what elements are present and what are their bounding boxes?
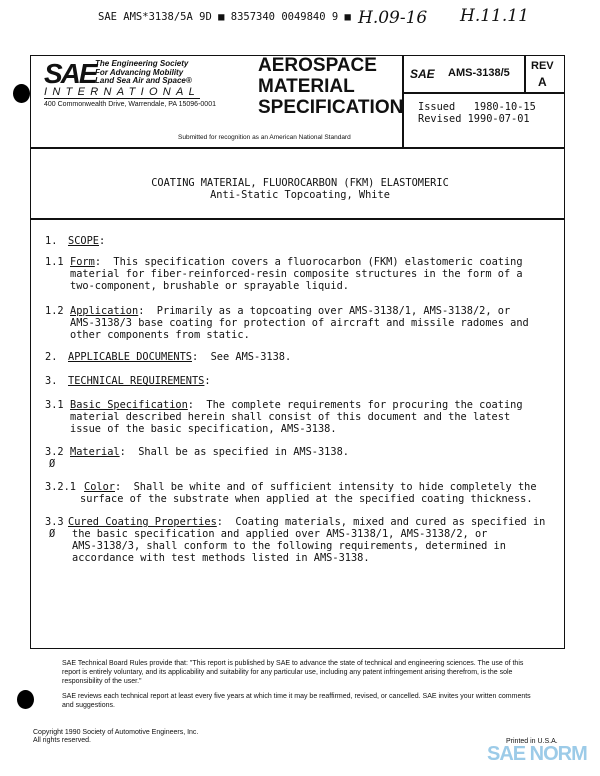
title-line: SPECIFICATION [258, 97, 404, 118]
section-line: surface of the substrate when applied at the specified coating thickness. [80, 493, 533, 505]
punch-hole [17, 690, 34, 709]
title-line: AEROSPACE [258, 55, 377, 76]
tagline-line: For Advancing Mobility [95, 67, 184, 77]
section-line: AMS-3138/3 base coating for protection of aircraft and missile radomes and [70, 317, 529, 329]
section-text: : The complete requirements for procuring the coating [187, 399, 523, 411]
document-subtitle: Anti-Static Topcoating, White [210, 189, 390, 201]
section-line: accordance with test methods listed in AMS-3138. [72, 552, 370, 564]
section-number: 3.2 [45, 446, 64, 458]
section-line [68, 516, 545, 528]
printed-in: Printed in U.S.A. [506, 738, 558, 745]
section-number: 1.2 [45, 305, 64, 317]
document-type-title [258, 55, 403, 118]
handwritten-note-1: H.09-16 [358, 8, 428, 28]
revision-mark: Ø [49, 528, 56, 540]
section-text: : Coating materials, mixed and cured as specified in [216, 516, 546, 528]
tagline-line: Land Sea Air and Space® [95, 76, 192, 85]
section-number: 3.2.1 [45, 481, 76, 493]
copyright [33, 729, 198, 745]
section-line: other components from static. [70, 329, 250, 341]
tagline-line: The Engineering Society [95, 59, 189, 68]
section-line: material described herein shall consist of this document and the latest [70, 411, 511, 423]
section-number: 1. [45, 235, 58, 247]
section-line [70, 305, 510, 317]
revision-mark: Ø [49, 458, 56, 470]
section-line [84, 481, 537, 493]
submitted-note: Submitted for recognition as an American National Standard [178, 134, 351, 141]
section-text: : [99, 235, 106, 247]
section-line: material for fiber-reinforced-resin composite structures in the form of a [70, 268, 523, 280]
section-line [68, 235, 105, 247]
punch-hole [13, 84, 30, 103]
sae-small-logo: SAE [410, 67, 435, 81]
board-rules-note: SAE Technical Board Rules provide that: "This report is published by SAE to advance the state of technical and engineering sciences. The use of this report is entirely voluntary, and its applicability and suitability for any particular use, including any patent infringement arising therefrom, is the sole responsibility of the user." [62, 660, 524, 685]
section-heading: SCOPE [68, 235, 99, 247]
section-text: : [204, 375, 211, 387]
section-line [68, 375, 211, 387]
sae-logo: SAE [44, 58, 96, 89]
rev-value: A [538, 75, 547, 89]
section-heading: Basic Specification [70, 399, 188, 411]
section-heading: Cured Coating Properties [68, 516, 217, 528]
copyright-line: Copyright 1990 Society of Automotive Engineers, Inc. [33, 729, 199, 736]
sae-norm-watermark: SAE NORM [487, 743, 587, 765]
document-code: SAE AMS*3138/5A 9D ■ 8357340 0049840 9 ■ [98, 11, 351, 23]
title-line: MATERIAL [258, 76, 355, 97]
review-note: SAE reviews each technical report at least every five years at which time it may be reaffirmed, revised, or cancelled. SAE invites your written comments and suggestions. [62, 693, 531, 709]
section-number: 2. [45, 351, 58, 363]
international-label: INTERNATIONAL [44, 86, 201, 98]
section-heading: APPLICABLE DOCUMENTS [68, 351, 192, 363]
document-title: COATING MATERIAL, FLUOROCARBON (FKM) ELASTOMERIC [151, 177, 449, 189]
section-heading: Form [70, 256, 95, 268]
section-heading: TECHNICAL REQUIREMENTS [68, 375, 205, 387]
section-number: 3. [45, 375, 58, 387]
section-line [70, 399, 523, 411]
section-line [70, 256, 523, 268]
revised-date: Revised 1990-07-01 [418, 113, 530, 125]
section-number: 1.1 [45, 256, 64, 268]
section-text: : See AMS-3138. [192, 351, 292, 363]
rev-label: REV [531, 60, 554, 72]
section-heading: Color [84, 481, 115, 493]
handwritten-note-2: H.11.11 [460, 6, 529, 26]
issued-date: Issued 1980-10-15 [418, 101, 536, 113]
section-line [70, 446, 349, 458]
section-line: the basic specification and applied over AMS-3138/1, AMS-3138/2, or [72, 528, 488, 540]
section-line: two-component, brushable or sprayable liquid. [70, 280, 349, 292]
document-number: AMS-3138/5 [448, 67, 510, 79]
section-line: AMS-3138/3, shall conform to the following requirements, determined in [72, 540, 506, 552]
section-heading: Application [70, 305, 139, 317]
copyright-line: All rights reserved. [33, 737, 91, 744]
section-number: 3.3 [45, 516, 64, 528]
section-line: issue of the basic specification, AMS-3138. [70, 423, 337, 435]
section-number: 3.1 [45, 399, 64, 411]
section-text: : Primarily as a topcoating over AMS-3138/1, AMS-3138/2, or [138, 305, 511, 317]
sae-tagline [95, 60, 192, 86]
section-heading: Material [70, 446, 120, 458]
section-text: : Shall be as specified in AMS-3138. [119, 446, 349, 458]
section-text: : This specification covers a fluorocarbon (FKM) elastomeric coating [94, 256, 523, 268]
section-line [68, 351, 291, 363]
section-text: : Shall be white and of sufficient intensity to hide completely the [115, 481, 537, 493]
sae-address: 400 Commonwealth Drive, Warrendale, PA 15096-0001 [44, 101, 216, 108]
